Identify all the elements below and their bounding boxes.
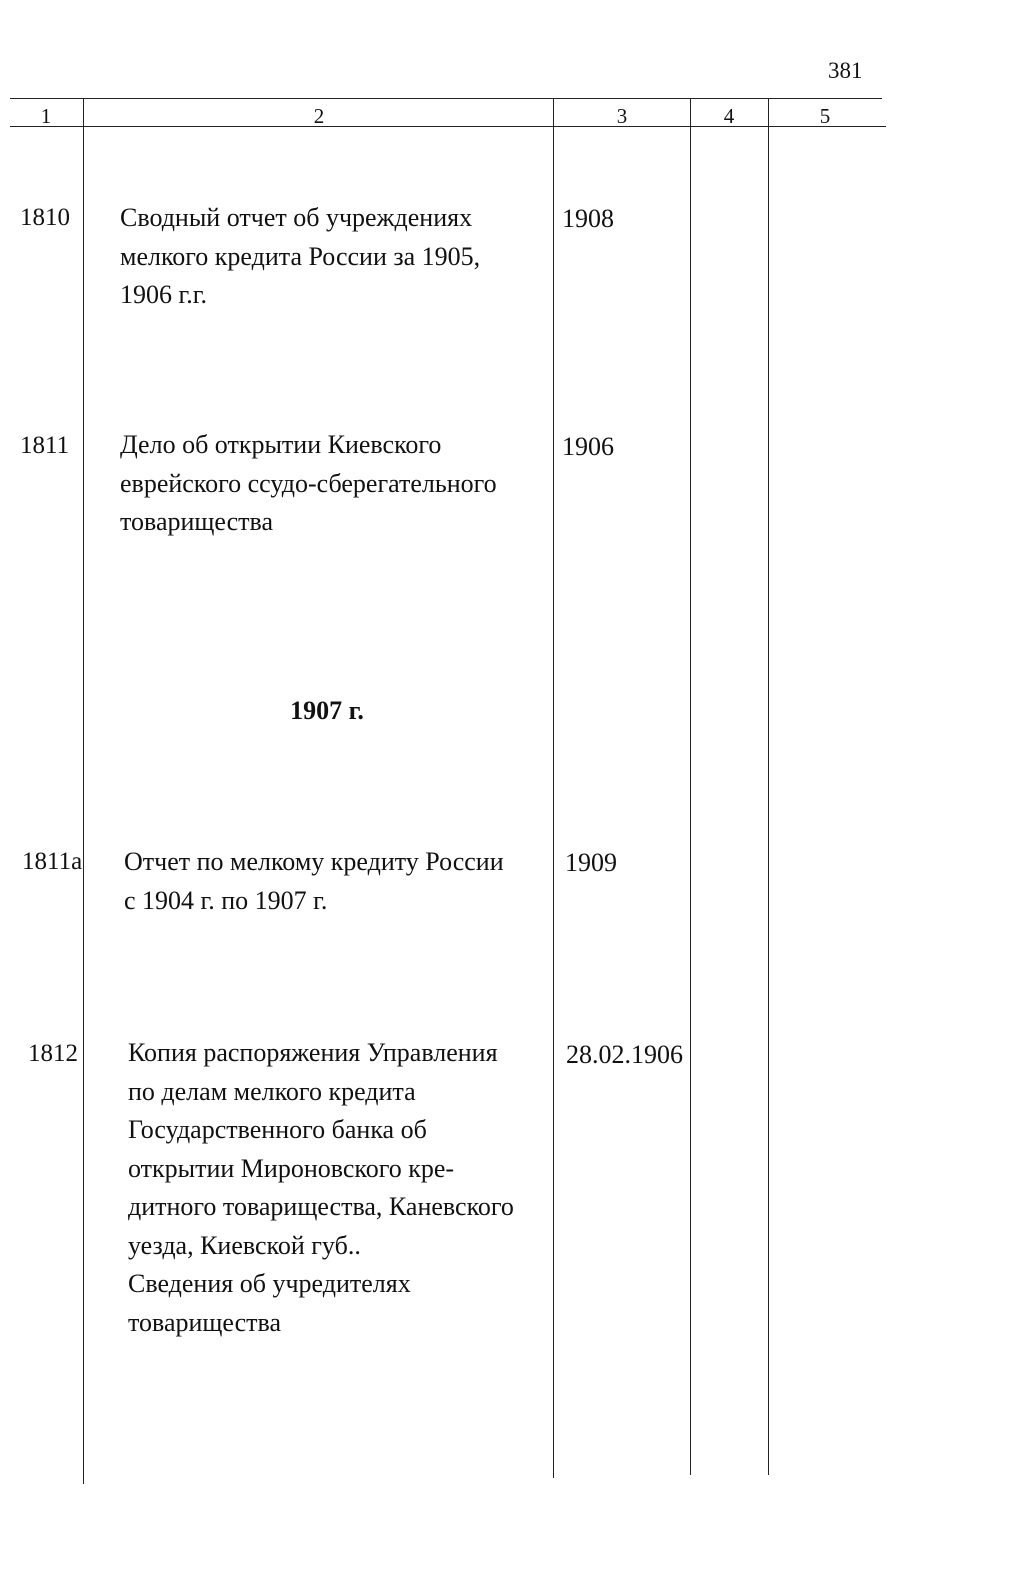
- row-number-1811a: 1811а: [22, 848, 83, 875]
- column-divider-3: [690, 98, 691, 1475]
- row-description-1811a: Отчет по мелкому кредиту России с 1904 г. по 1907 г.: [124, 847, 504, 915]
- row-description-1812: Копия распоряжения Управления по делам мелкого кредита Государственного банка об открытии Мироновского кре- дитного товарищества, Каневского уезда, Киевской губ.. Сведения об учредителях товарищества: [128, 1038, 514, 1337]
- column-header-1: 1: [40, 104, 52, 128]
- column-divider-4: [768, 98, 769, 1475]
- row-number-1812: 1812: [28, 1040, 78, 1067]
- row-date-1812: 28.02.1906: [566, 1040, 683, 1069]
- row-date-1811: 1906: [562, 432, 614, 461]
- column-divider-2: [553, 98, 554, 1478]
- column-divider-1: [83, 98, 84, 1484]
- row-number-1810: 1810: [20, 204, 70, 231]
- table-top-rule: [10, 98, 882, 99]
- column-header-4: 4: [723, 104, 735, 128]
- row-number-1811: 1811: [20, 432, 70, 459]
- column-header-5: 5: [819, 104, 831, 128]
- row-description-1811: Дело об открытии Киевского еврейского ссудо-сберегательного товарищества: [120, 430, 497, 536]
- row-date-1810: 1908: [562, 204, 614, 233]
- row-description-1810: Сводный отчет об учреждениях мелкого кредита России за 1905, 1906 г.г.: [120, 203, 481, 309]
- page-number: 381: [828, 58, 863, 83]
- section-heading-year: 1907 г.: [290, 696, 364, 725]
- row-date-1811a: 1909: [565, 848, 617, 877]
- column-header-2: 2: [313, 104, 325, 128]
- column-header-3: 3: [616, 104, 628, 128]
